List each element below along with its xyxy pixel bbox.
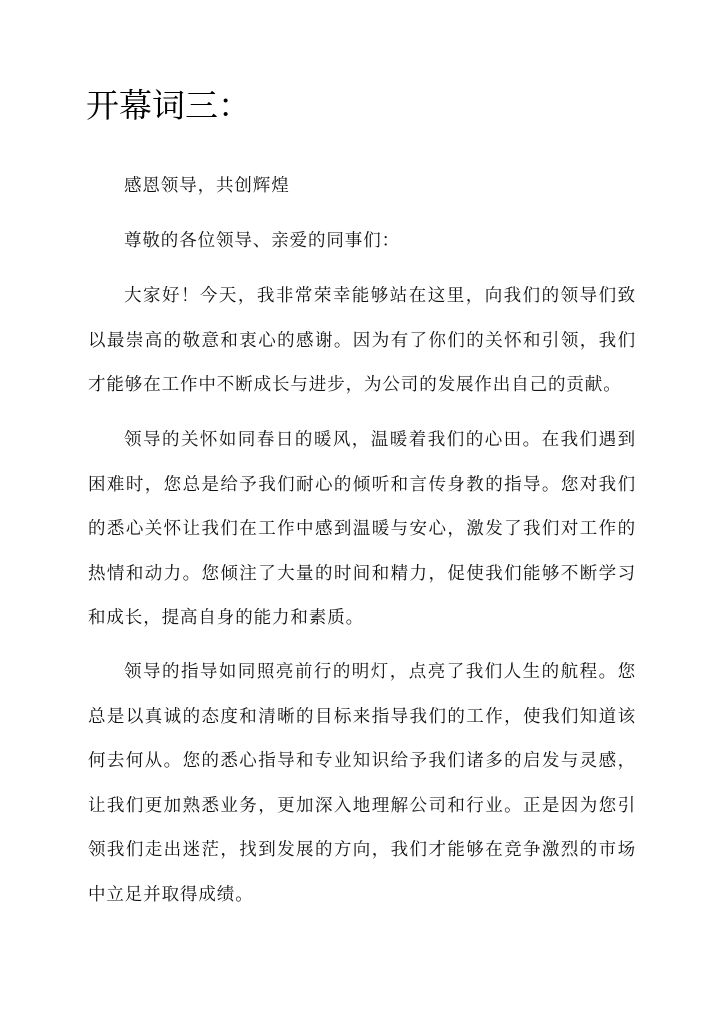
salutation: 尊敬的各位领导、亲爱的同事们： (124, 231, 400, 251)
paragraph-guidance: 领导的指导如同照亮前行的明灯，点亮了我们人生的航程。您总是以真诚的态度和清晰的目标来指导我们的工作，使我们知道该何去何从。您的悉心指导和专业知识给予我们诸多的启发与灵感，让我们更加熟悉业务，更加深入地理解公司和行业。正是因为您引领我们走出迷茫，找到发展的方向，我们才能够在竞争激烈的市场中立足并取得成绩。 (88, 662, 636, 905)
document-title: 开幕词三： (86, 86, 251, 125)
paragraph-care: 领导的关怀如同春日的暖风，温暖着我们的心田。在我们遇到困难时，您总是给予我们耐心的倾听和言传身教的指导。您对我们的悉心关怀让我们在工作中感到温暖与安心，激发了我们对工作的热情和动力。您倾注了大量的时间和精力，促使我们能够不断学习和成长，提高自身的能力和素质。 (88, 430, 636, 629)
paragraph-greeting: 大家好！今天，我非常荣幸能够站在这里，向我们的领导们致以最崇高的敬意和衷心的感谢。因为有了你们的关怀和引领，我们才能够在工作中不断成长与进步，为公司的发展作出自己的贡献。 (88, 286, 636, 396)
speech-subtitle: 感恩领导，共创辉煌 (124, 176, 290, 196)
